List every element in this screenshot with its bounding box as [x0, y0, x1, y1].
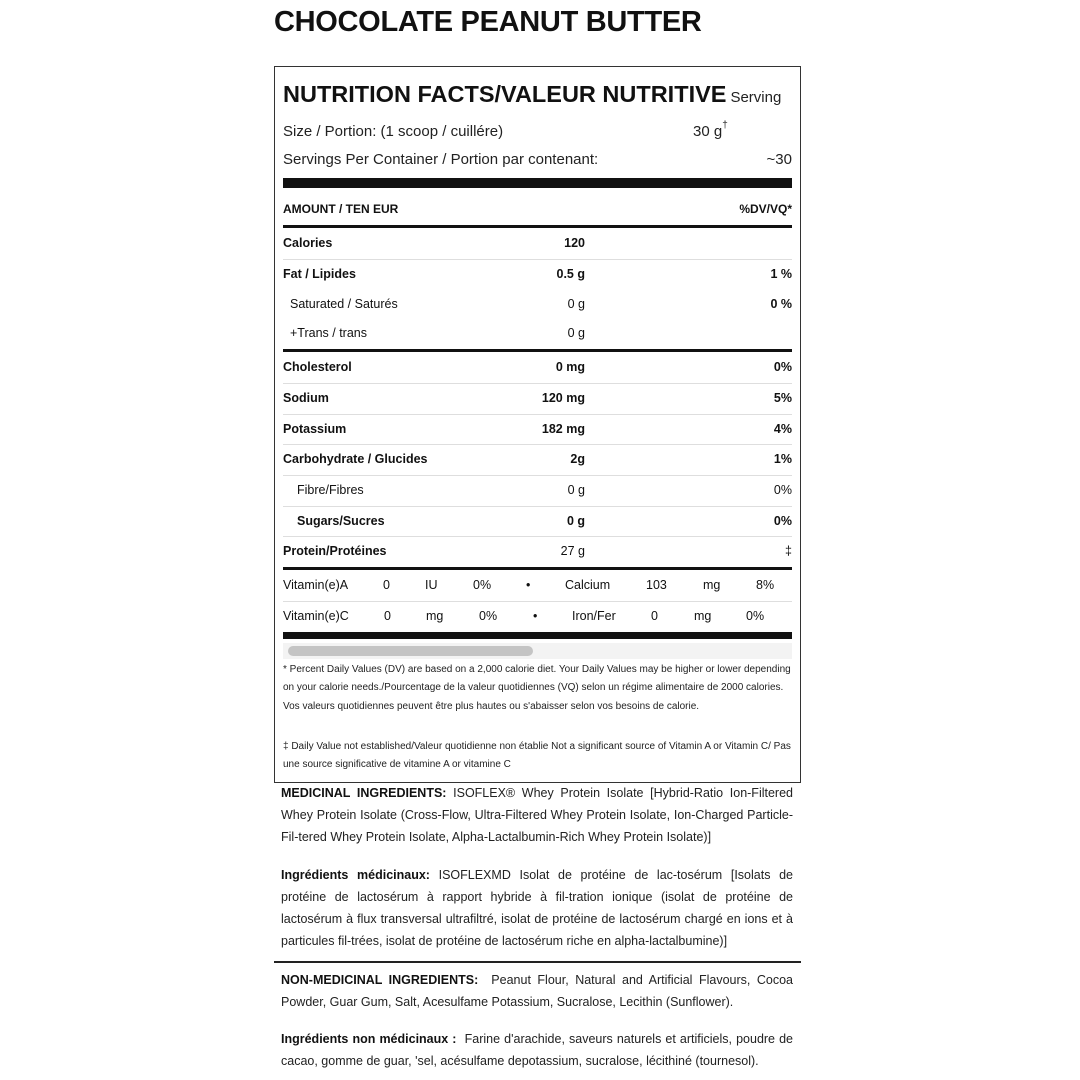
- nutrient-amount: 27 g: [560, 544, 585, 558]
- serving-size-label: Size / Portion: (1 scoop / cuillére): [283, 123, 504, 140]
- amount-header: AMOUNT / TEN EUR: [283, 202, 399, 216]
- nutrient-amount: 0.5 g: [556, 267, 585, 281]
- servings-value: ~30: [766, 151, 792, 168]
- nutrient-amount: 0 g: [567, 326, 585, 340]
- nutrient-dv: 5%: [773, 391, 792, 405]
- mineral-value: 0: [651, 609, 658, 623]
- mineral-dv: 8%: [756, 578, 775, 592]
- nutrient-dv: 0%: [773, 514, 792, 528]
- thick-divider: [283, 178, 792, 188]
- nutrient-row-carbohydrate: [283, 444, 792, 474]
- serving-size-dagger: †: [722, 120, 728, 131]
- nutrient-dv: 0%: [773, 483, 792, 497]
- nutrient-row-sodium: [283, 383, 792, 413]
- vitamin-bullet: •: [533, 609, 538, 623]
- nutrient-row-saturated: [283, 289, 792, 319]
- nutrient-name: Sodium: [283, 391, 329, 405]
- non-medicinal-fr-label: Ingrédients non médicinaux :: [281, 1032, 457, 1046]
- product-title: CHOCOLATE PEANUT BUTTER: [274, 6, 702, 38]
- mineral-unit: mg: [694, 609, 712, 623]
- column-header: [283, 202, 792, 216]
- nutrition-heading-title: NUTRITION FACTS/VALEUR NUTRITIVE: [283, 81, 727, 107]
- vitamin-row-a-calcium: [283, 570, 792, 600]
- horizontal-scrollbar[interactable]: [283, 643, 792, 659]
- medicinal-fr-text: ISOFLEXMD Isolat de protéine de lac-tosérum [Isolats de protéine de lactosérum à rapport hybride à fil-tration ionique (isolat de protéine de lactosérum à flux transversal ultrafiltré, isolat de protéine de lactosérum chargé en ions et à particules fil-trées, isolat de protéine de lactosérum riche en alpha-lactalbumine)]: [281, 868, 794, 948]
- nutrient-dv: 0 %: [770, 297, 792, 311]
- nutrient-row-protein: [283, 536, 792, 566]
- servings-per-container-row: [283, 151, 792, 168]
- nutrient-name: Potassium: [283, 422, 347, 436]
- medicinal-ingredients-fr: [281, 864, 793, 952]
- nutrient-amount: 0 mg: [555, 360, 585, 374]
- serving-size-row: [283, 120, 792, 140]
- non-medicinal-ingredients-en: [281, 969, 793, 1013]
- nutrient-name: Fibre/Fibres: [297, 483, 364, 497]
- non-medicinal-fr-text: Farine d'arachide, saveurs naturels et artificiels, poudre de cacao, gomme de guar, 'sel, acésulfame depotassium, sucralose, lécithiné (tournesol).: [281, 1032, 793, 1068]
- nutrient-name: Cholesterol: [283, 360, 352, 374]
- nutrient-name: Protein/Protéines: [283, 544, 387, 558]
- bottom-thick-divider: [283, 632, 792, 639]
- medicinal-ingredients-en: [281, 782, 793, 848]
- footnote-not-established: ‡ Daily Value not established/Valeur quotidienne non établie Not a significant source of Vitamin A or Vitamin C/ Pas une source significative de vitamine A or vitamine C: [283, 741, 791, 771]
- mineral-unit: mg: [703, 578, 721, 592]
- nutrient-name: Calories: [283, 236, 333, 250]
- mineral-dv: 0%: [746, 609, 765, 623]
- non-medicinal-ingredients-fr: [281, 1028, 793, 1072]
- nutrition-heading-suffix: Serving: [730, 89, 782, 106]
- vitamin-unit: mg: [426, 609, 444, 623]
- nutrient-amount: 120 mg: [541, 391, 585, 405]
- mineral-value: 103: [646, 578, 667, 592]
- nutrient-amount: 120: [564, 236, 585, 250]
- nutrient-name: Fat / Lipides: [283, 267, 356, 281]
- nutrition-heading: [283, 81, 792, 108]
- nutrient-dv: 1 %: [770, 267, 792, 281]
- vitamin-unit: IU: [425, 578, 438, 592]
- vitamin-dv: 0%: [473, 578, 492, 592]
- vitamin-dv: 0%: [479, 609, 498, 623]
- nutrient-dv: 0%: [773, 360, 792, 374]
- ingredients-divider: [274, 961, 801, 963]
- vitamin-value: 0: [384, 609, 391, 623]
- nutrient-row-sugars: [283, 506, 792, 536]
- nutrient-name: Saturated / Saturés: [290, 297, 398, 311]
- nutrition-facts-panel: [274, 66, 801, 783]
- nutrient-name: Sugars/Sucres: [297, 514, 385, 528]
- nutrient-amount: 0 g: [567, 483, 585, 497]
- non-medicinal-label: NON-MEDICINAL INGREDIENTS:: [281, 973, 479, 987]
- nutrient-dv: ‡: [785, 544, 792, 558]
- nutrient-row-fat: [283, 259, 792, 289]
- mineral-name: Iron/Fer: [572, 609, 616, 623]
- serving-size-value-wrap: [693, 120, 728, 140]
- nutrient-row-trans: [283, 318, 792, 348]
- nutrient-amount: 0 g: [567, 297, 585, 311]
- vitamin-name: Vitamin(e)A: [283, 578, 349, 592]
- vitamin-bullet: •: [526, 578, 531, 592]
- nutrient-row-fibre: [283, 475, 792, 505]
- serving-size-value: 30 g: [693, 123, 723, 140]
- servings-label: Servings Per Container / Portion par contenant:: [283, 151, 599, 168]
- medicinal-fr-label: Ingrédients médicinaux:: [281, 868, 430, 882]
- medicinal-label: MEDICINAL INGREDIENTS:: [281, 786, 447, 800]
- non-medicinal-text: Peanut Flour, Natural and Artificial Flavours, Cocoa Powder, Guar Gum, Salt, Acesulfame Potassium, Sucralose, Lecithin (Sunflower).: [281, 973, 793, 1009]
- nutrient-amount: 0 g: [566, 514, 585, 528]
- nutrient-dv: 1%: [773, 452, 792, 466]
- nutrient-amount: 2g: [570, 452, 585, 466]
- nutrient-name: Carbohydrate / Glucides: [283, 452, 428, 466]
- vitamin-name: Vitamin(e)C: [283, 609, 349, 623]
- nutrient-dv: 4%: [773, 422, 792, 436]
- dv-header: %DV/VQ*: [739, 202, 792, 216]
- nutrient-row-potassium: [283, 414, 792, 444]
- nutrient-amount: 182 mg: [541, 422, 585, 436]
- scrollbar-thumb[interactable]: [288, 646, 533, 656]
- nutrient-row-calories: [283, 228, 792, 258]
- nutrient-row-cholesterol: [283, 352, 792, 382]
- mineral-name: Calcium: [565, 578, 611, 592]
- medicinal-text: ISOFLEX® Whey Protein Isolate [Hybrid-Ratio Ion-Filtered Whey Protein Isolate (Cross-Flow, Ultra-Filtered Whey Protein Isolate, Ion-Charged Particle-Fil-tered Whey Protein Isolate, Alpha-Lactalbumin-Rich Whey Protein Isolate)]: [281, 786, 793, 844]
- vitamin-row-c-iron: [283, 601, 792, 631]
- vitamin-value: 0: [383, 578, 390, 592]
- footnote-daily-values: * Percent Daily Values (DV) are based on a 2,000 calorie diet. Your Daily Values may be higher or lower depending on your calorie needs./Pourcentage de la valeur quotidiennes (VQ) selon un régime alimentaire de 2000 calories. Vos valeurs quotidiennes peuvent être plus hautes ou s'abaisser selon vos besoins de calorie.: [283, 664, 791, 712]
- nutrient-name: +Trans / trans: [290, 326, 367, 340]
